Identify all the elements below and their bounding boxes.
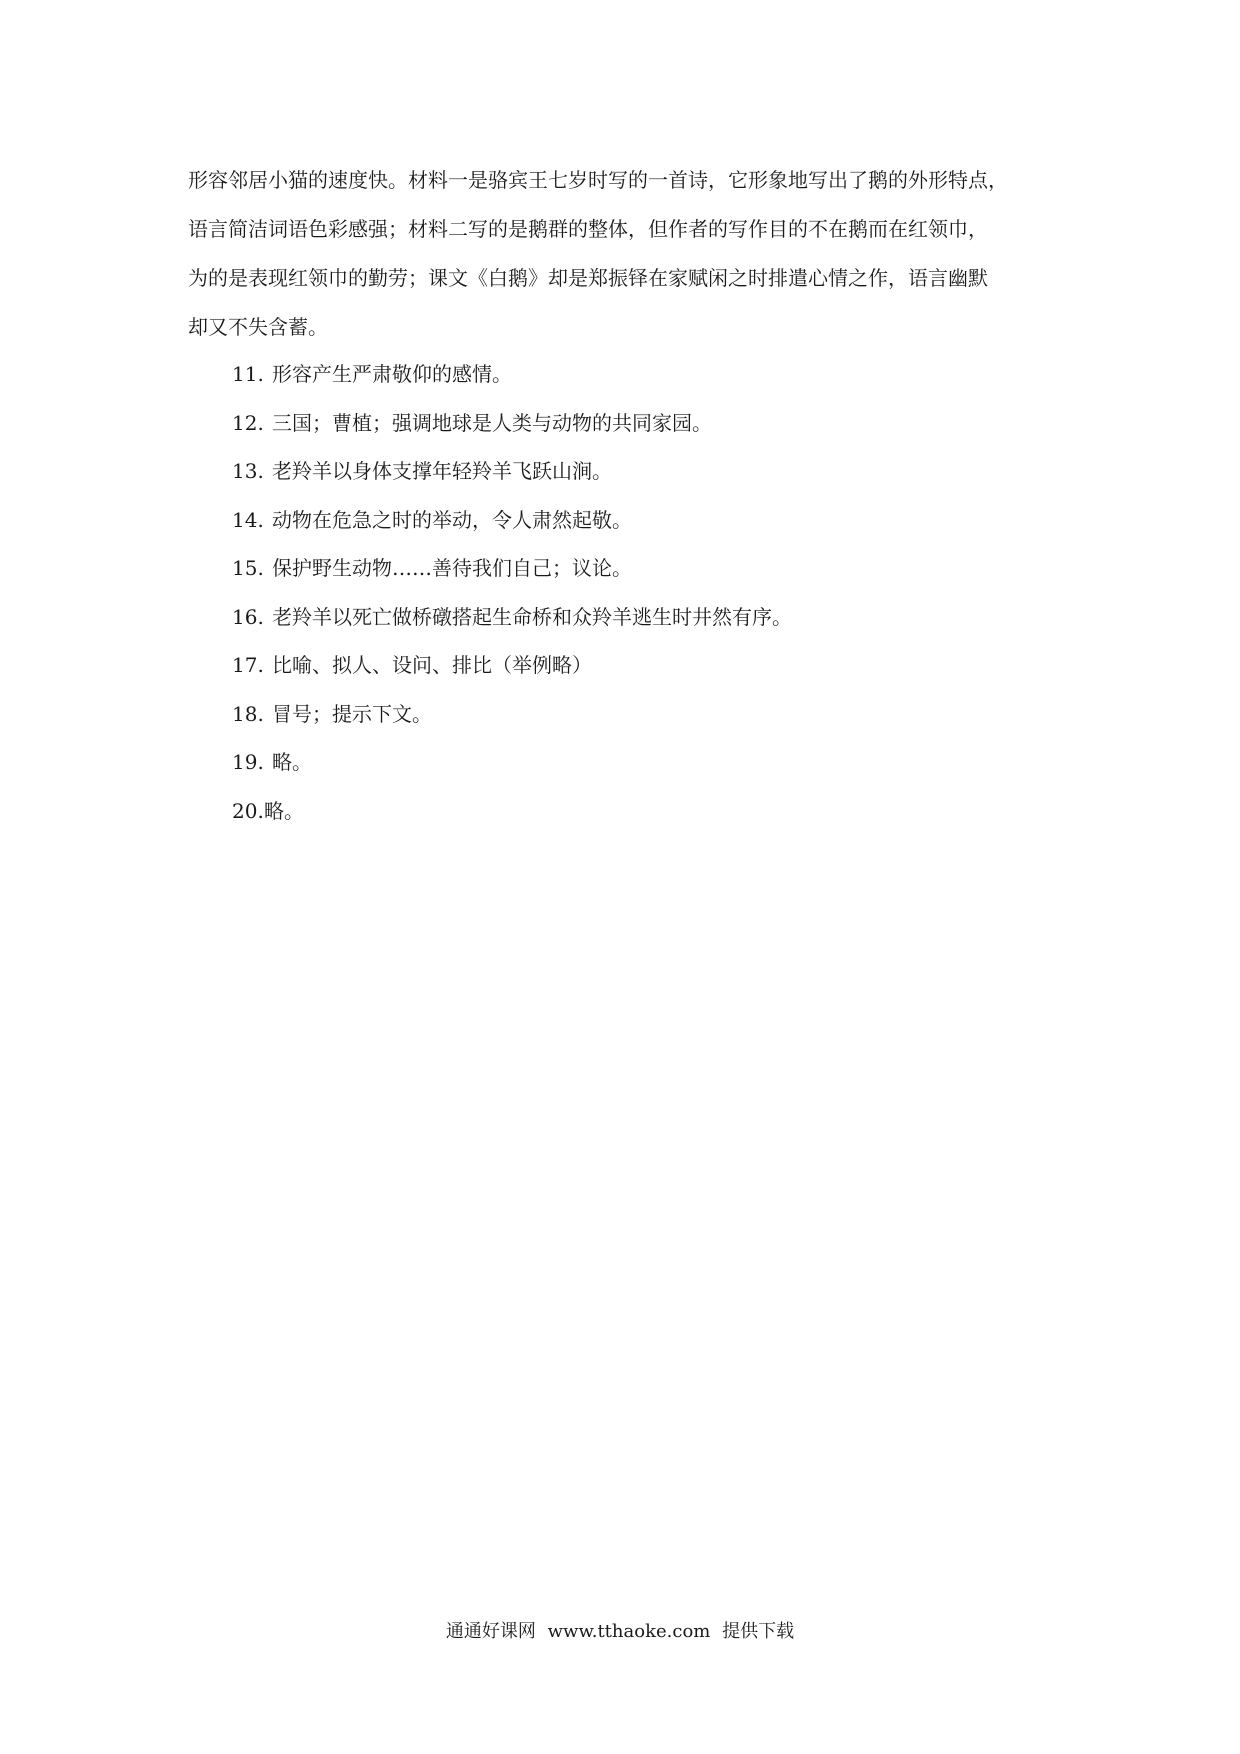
answer-list [232, 350, 1052, 835]
answer-text: 三国；曹植；强调地球是人类与动物的共同家园。 [272, 410, 712, 435]
answer-text: 老羚羊以身体支撑年轻羚羊飞跃山涧。 [272, 459, 612, 483]
answer-item [232, 593, 1052, 642]
footer-suffix: 提供下载 [722, 1621, 795, 1642]
answer-item [232, 641, 1052, 690]
answer-number: 16. [232, 604, 264, 629]
answer-number: 12. [232, 410, 264, 435]
answer-number: 19. [232, 750, 264, 774]
paragraph-line: 形容邻居小猫的速度快。材料一是骆宾王七岁时写的一首诗，它形象地写出了鹅的外形特点， [188, 168, 1008, 192]
answer-text: 保护野生动物……善待我们自己；议论。 [272, 556, 632, 580]
paragraph-line: 语言简洁词语色彩感强；材料二写的是鹅群的整体，但作者的写作目的不在鹅而在红领巾， [188, 217, 988, 241]
answer-number: 15. [232, 556, 264, 580]
answer-number: 14. [232, 507, 264, 532]
answer-text: 略。 [272, 750, 312, 774]
answer-number: 20. [232, 798, 264, 823]
answer-text: 略。 [264, 798, 304, 823]
page-footer [0, 1618, 1240, 1646]
paragraph-line: 为的是表现红领巾的勤劳；课文《白鹅》却是郑振铎在家赋闲之时排遣心情之作，语言幽默 [188, 266, 988, 290]
paragraph-line: 却又不失含蓄。 [188, 315, 328, 339]
answer-item [232, 350, 1052, 399]
answer-item [232, 447, 1052, 496]
footer-url[interactable]: www.tthaoke.com [547, 1621, 711, 1642]
answer-item [232, 787, 1052, 836]
answer-text: 老羚羊以死亡做桥礅搭起生命桥和众羚羊逃生时井然有序。 [272, 604, 792, 629]
answer-item [232, 399, 1052, 448]
answer-text: 形容产生严肃敬仰的感情。 [272, 362, 512, 386]
answer-item [232, 496, 1052, 545]
answer-item [232, 544, 1052, 593]
answer-number: 18. [232, 701, 264, 726]
answer-number: 11. [232, 362, 264, 386]
answer-text: 动物在危急之时的举动，令人肃然起敬。 [272, 507, 632, 532]
footer-site-name: 通通好课网 [445, 1621, 536, 1642]
answer-text: 比喻、拟人、设问、排比（举例略） [272, 653, 592, 677]
answer-text: 冒号；提示下文。 [272, 701, 432, 726]
answer-item [232, 738, 1052, 787]
answer-paragraph [188, 156, 1066, 352]
answer-number: 13. [232, 459, 264, 483]
answer-number: 17. [232, 653, 264, 677]
answer-item [232, 690, 1052, 739]
